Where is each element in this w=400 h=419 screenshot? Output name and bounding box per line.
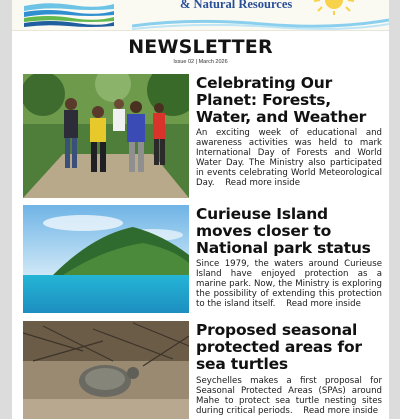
- curieuse-island-photo: [23, 205, 189, 313]
- article-3-body: [196, 376, 382, 416]
- newsletter-title: NEWSLETTER: [128, 36, 273, 58]
- article-3-text: Seychelles makes a first proposal for Seasonal Protected Areas (SPAs) around Mahe to protect sea turtle nesting sites during critical periods.: [196, 376, 382, 416]
- article-2-read-more[interactable]: Read more inside: [286, 299, 361, 309]
- sun-icon: [312, 0, 356, 16]
- newsletter-page: [12, 0, 389, 419]
- article-3-read-more[interactable]: Read more inside: [303, 406, 379, 416]
- article-2-headline: Curieuse Island moves closer to National park status: [196, 205, 371, 257]
- article-2-text: Since 1979, the waters around Curieuse Island have enjoyed protection as a marine park. Now, the Ministry is exploring the possibility of extending this protection to the island itself.: [196, 259, 382, 309]
- group-walk-forest-photo: [23, 74, 189, 198]
- article-1-headline: Celebrating Our Planet: Forests, Water, and Weather: [196, 74, 367, 126]
- article-1-text: An exciting week of educational and awareness activities was held to mark International Day of Forests and World Water Day. The Ministry also participated in events celebrating World Meteorological Day.: [196, 128, 382, 188]
- waves-logo-icon: [20, 0, 116, 30]
- article-3-headline: Proposed seasonal protected areas for sea turtles: [196, 321, 362, 373]
- article-2-body: [196, 259, 382, 309]
- article-1-body: [196, 128, 382, 188]
- masthead: [12, 0, 389, 31]
- issue-info: Issue 02 | March 2026: [173, 59, 228, 65]
- article-1-read-more[interactable]: Read more inside: [225, 178, 300, 188]
- sea-turtle-photo: [23, 321, 189, 419]
- department-name: & Natural Resources: [180, 0, 293, 11]
